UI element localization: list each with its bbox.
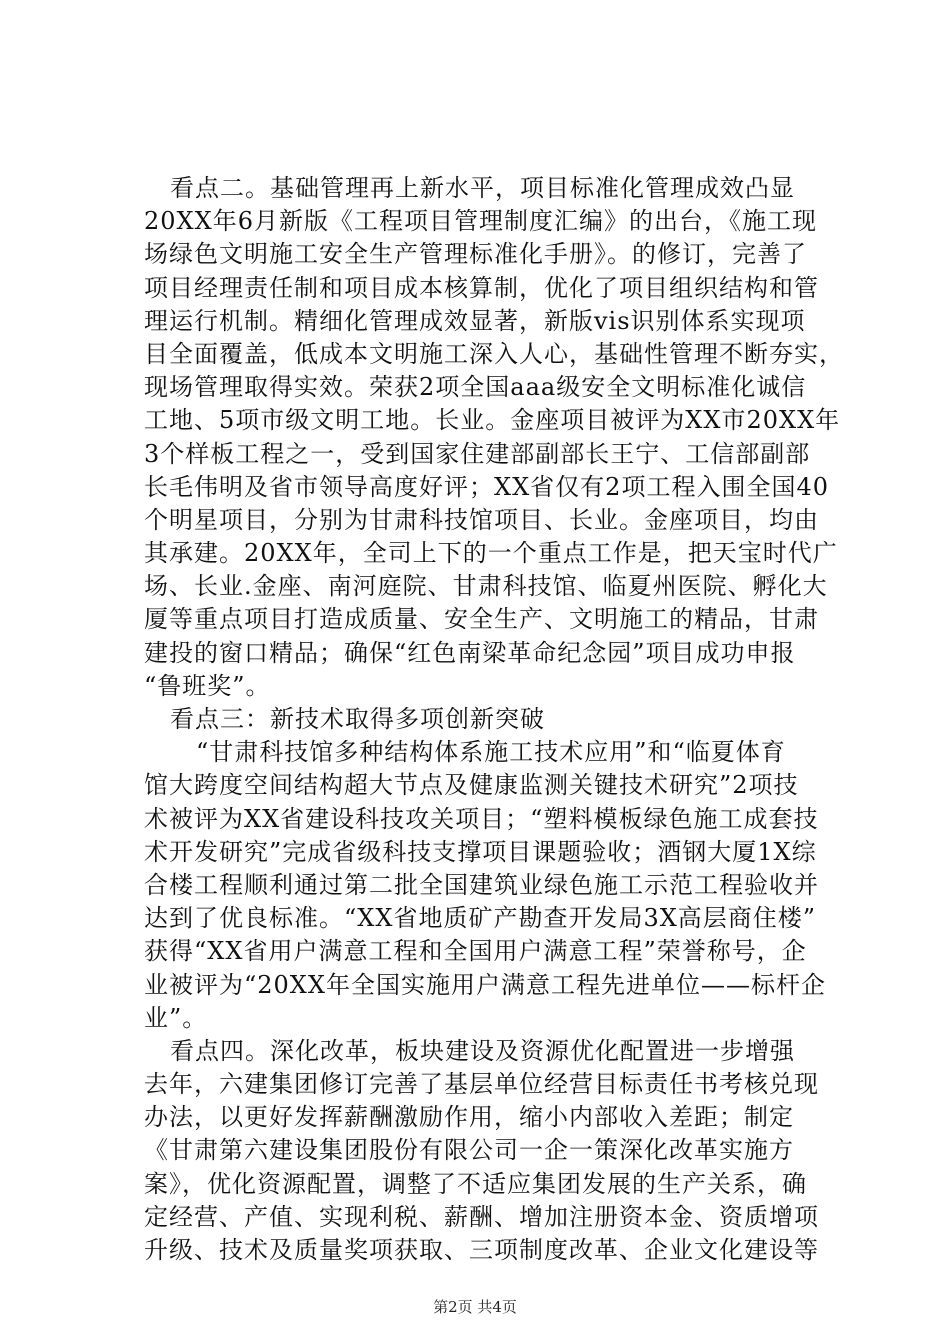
heading-point-two: 看点二。基础管理再上新水平，项目标准化管理成效凸显 xyxy=(170,174,795,202)
paragraph-line: 去年，六建集团修订完善了基层单位经营目标责任书考核兑现 xyxy=(144,1070,819,1099)
paragraph-line: 工地、5项市级文明工地。长业。金座项目被评为XX市20XX年 xyxy=(144,406,841,435)
paragraph-line: 项目经理责任制和项目成本核算制，优化了项目组织结构和管 xyxy=(144,273,819,302)
paragraph-line: 案》，优化资源配置，调整了不适应集团发展的生产关系，确 xyxy=(144,1169,807,1198)
paragraph-line: 个明星项目，分别为甘肃科技馆项目、长业。金座项目，均由 xyxy=(144,505,819,534)
paragraph-line: 场绿色文明施工安全生产管理标准化手册》。的修订，完善了 xyxy=(144,240,807,269)
paragraph-line: 现场管理取得实效。荣获2项全国aaa级安全文明标准化诚信 xyxy=(144,373,807,402)
heading-point-four: 看点四。深化改革，板块建设及资源优化配置进一步增强 xyxy=(170,1036,795,1065)
heading-point-three: 看点三：新技术取得多项创新突破 xyxy=(170,705,545,733)
paragraph-line: 业被评为“20XX年全国实施用户满意工程先进单位——标杆企 xyxy=(144,970,826,999)
paragraph-line: 术被评为XX省建设科技攻关项目；“塑料模板绿色施工成套技 xyxy=(144,804,819,833)
body-text xyxy=(144,172,844,1267)
paragraph-line: 建投的窗口精品；确保“红色南梁革命纪念园”项目成功申报 xyxy=(144,638,796,667)
paragraph-line: 3个样板工程之一，受到国家住建部副部长王宁、工信部副部 xyxy=(144,439,811,468)
paragraph-line: 办法，以更好发挥薪酬激励作用，缩小内部收入差距；制定 xyxy=(144,1103,794,1132)
paragraph-line: 升级、技术及质量奖项获取、三项制度改革、企业文化建设等 xyxy=(144,1236,819,1264)
paragraph-line: 20XX年6月新版《工程项目管理制度汇编》的出台，《施工现 xyxy=(144,207,817,236)
paragraph-line: “鲁班奖”。 xyxy=(144,671,271,700)
paragraph-line: 目全面覆盖，低成本文明施工深入人心，基础性管理不断夯实， xyxy=(144,339,844,368)
paragraph-line: 业”。 xyxy=(144,1003,208,1032)
paragraph-line: 定经营、产值、实现利税、薪酬、增加注册资本金、资质增项 xyxy=(144,1202,819,1231)
paragraph-line: 场、长业.金座、南河庭院、甘肃科技馆、临夏州医院、孵化大 xyxy=(144,572,828,601)
paragraph-line: 术开发研究”完成省级科技支撑项目课题验收；酒钢大厦1X综 xyxy=(144,837,817,866)
page-number-footer: 第2页 共4页 xyxy=(433,1298,517,1316)
paragraph-line: “甘肃科技馆多种结构体系施工技术应用”和“临夏体育 xyxy=(196,738,786,767)
paragraph-line: 获得“XX省用户满意工程和全国用户满意工程”荣誉称号，企 xyxy=(144,937,807,966)
paragraph-line: 理运行机制。精细化管理成效显著，新版vis识别体系实现项 xyxy=(144,306,806,335)
paragraph-line: 其承建。20XX年，全司上下的一个重点工作是，把天宝时代广 xyxy=(144,539,838,568)
paragraph-line: 达到了优良标准。“XX省地质矿产勘查开发局3X高层商住楼” xyxy=(144,904,817,933)
paragraph-line: 厦等重点项目打造成质量、安全生产、文明施工的精品，甘肃 xyxy=(144,605,819,634)
paragraph-line: 合楼工程顺利通过第二批全国建筑业绿色施工示范工程验收并 xyxy=(144,870,819,899)
paragraph-line: 馆大跨度空间结构超大节点及健康监测关键技术研究”2项技 xyxy=(144,771,799,800)
paragraph-line: 《甘肃第六建设集团股份有限公司一企一策深化改革实施方 xyxy=(144,1136,794,1165)
paragraph-line: 长毛伟明及省市领导高度好评；XX省仅有2项工程入围全国40 xyxy=(144,472,829,501)
